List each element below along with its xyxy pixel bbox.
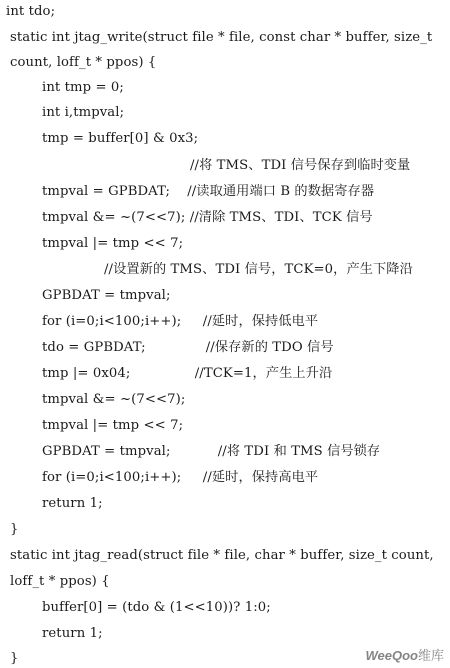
code-line-14: tdo = GPBDAT; //保存新的 TDO 信号 xyxy=(42,340,334,355)
code-line-25: return 1; xyxy=(42,626,103,641)
code-line-23: loff_t * ppos) { xyxy=(10,574,110,589)
code-line-17: tmpval |= tmp << 7; xyxy=(42,418,184,433)
code-line-7: //将 TMS、TDI 信号保存到临时变量 xyxy=(190,158,411,173)
code-line-10: tmpval |= tmp << 7; xyxy=(42,236,184,251)
code-line-6: tmp = buffer[0] & 0x3; xyxy=(42,131,199,146)
code-line-12: GPBDAT = tmpval; xyxy=(42,288,171,303)
watermark-cn: 维库 xyxy=(417,649,444,664)
code-line-20: return 1; xyxy=(42,496,103,511)
code-line-16: tmpval &= ~(7<<7); xyxy=(42,392,186,407)
code-line-2: static int jtag_write(struct file * file, const char * buffer, size_t xyxy=(10,30,433,45)
code-line-19: for (i=0;i<100;i++); //延时，保持高电平 xyxy=(42,470,319,485)
code-line-1: int tdo; xyxy=(6,4,56,19)
code-line-13: for (i=0;i<100;i++); //延时，保持低电平 xyxy=(42,314,319,329)
code-line-26: } xyxy=(10,651,19,666)
code-line-22: static int jtag_read(struct file * file, char * buffer, size_t count, xyxy=(10,548,434,563)
code-line-18: GPBDAT = tmpval; //将 TDI 和 TMS 信号锁存 xyxy=(42,444,381,459)
code-line-9: tmpval &= ~(7<<7); //清除 TMS、TDI、TCK 信号 xyxy=(42,210,373,225)
code-line-4: int tmp = 0; xyxy=(42,80,124,95)
code-line-5: int i,tmpval; xyxy=(42,105,125,120)
watermark-logo xyxy=(365,645,444,664)
code-line-8: tmpval = GPBDAT; //读取通用端口 B 的数据寄存器 xyxy=(42,184,375,199)
watermark-latin: WeeQoo xyxy=(365,648,418,663)
code-line-11: //设置新的 TMS、TDI 信号，TCK=0，产生下降沿 xyxy=(104,262,413,277)
code-line-3: count, loff_t * ppos) { xyxy=(10,55,157,70)
code-line-24: buffer[0] = (tdo & (1<<10))? 1:0; xyxy=(42,600,271,615)
code-line-21: } xyxy=(10,522,19,537)
code-line-15: tmp |= 0x04; //TCK=1，产生上升沿 xyxy=(42,366,333,381)
